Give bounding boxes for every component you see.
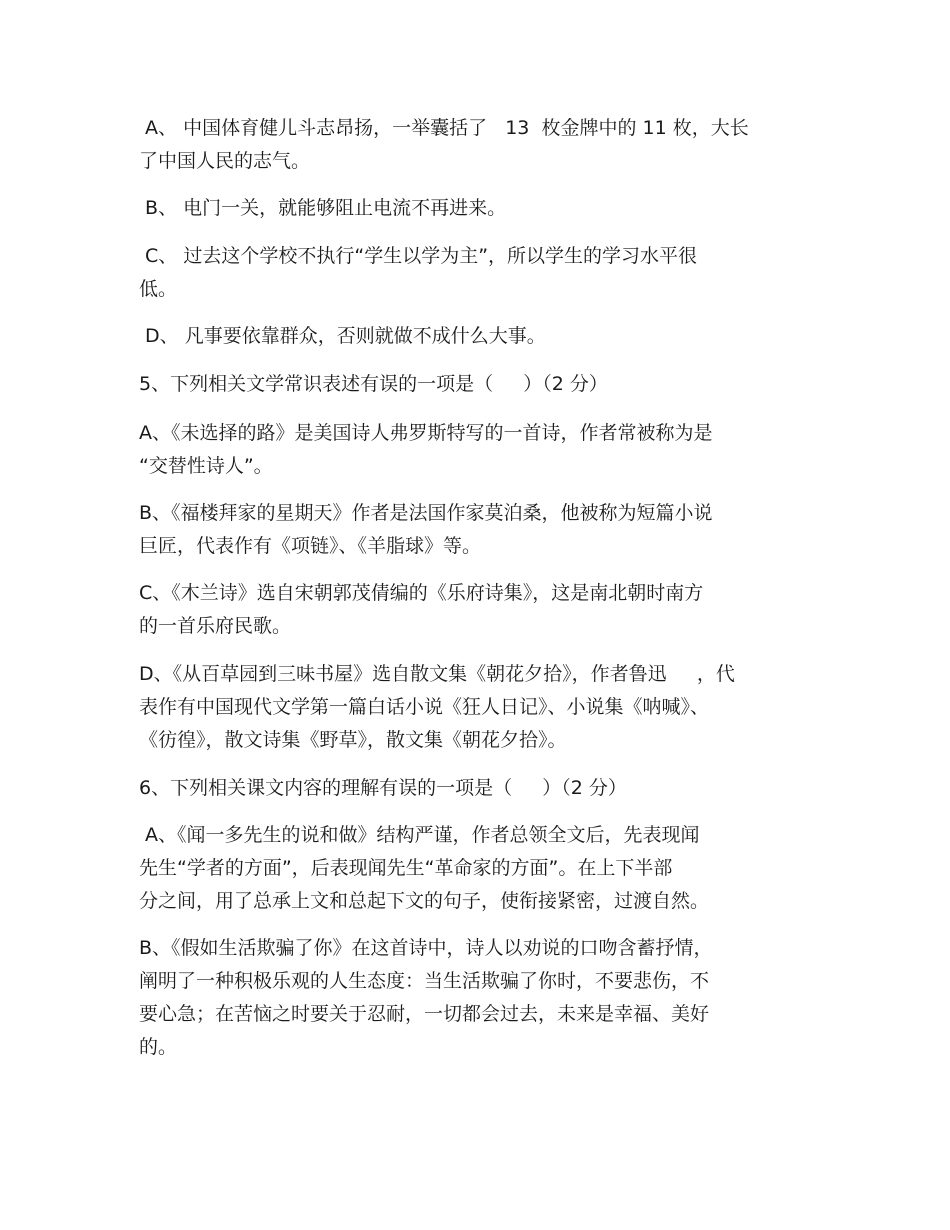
text-line: C、《木兰诗》选自宋朝郭茂倩编的《乐府诗集》，这是南北朝时南方: [139, 582, 704, 604]
text-line: B、 电门一关，就能够阻止电流不再进来。: [139, 197, 507, 219]
q4-option-a: [139, 112, 819, 178]
text-line: 表作有中国现代文学第一篇白话小说《狂人日记》、小说集《呐喊》、: [139, 696, 710, 718]
q5-option-c: [139, 577, 819, 643]
q5-option-b: [139, 497, 819, 563]
text-line: 要心急；在苦恼之时要关于忍耐，一切都会过去，未来是幸福、美好: [139, 1003, 710, 1025]
text-line: 分之间，用了总承上文和总起下文的句子，使衔接紧密，过渡自然。: [139, 890, 710, 912]
text-line: A、 中国体育健儿斗志昂扬，一举囊括了 13 枚金牌中的 11 枚，大长: [139, 117, 749, 139]
question-6-stem: [139, 772, 819, 805]
q4-option-b: [139, 192, 819, 225]
q6-option-a: [139, 819, 819, 918]
text-line: 阐明了一种积极乐观的人生态度：当生活欺骗了你时，不要悲伤，不: [139, 970, 710, 992]
q4-option-c: [139, 240, 819, 306]
text-line: 了中国人民的志气。: [139, 150, 311, 172]
q4-option-d: [139, 320, 819, 353]
text-line: 5、下列相关文学常识表述有误的一项是（ ）（2 分）: [139, 373, 608, 395]
text-line: B、《福楼拜家的星期天》作者是法国作家莫泊桑，他被称为短篇小说: [139, 502, 713, 524]
text-line: A、《未选择的路》是美国诗人弗罗斯特写的一首诗，作者常被称为是: [139, 422, 713, 444]
text-line: 6、下列相关课文内容的理解有误的一项是（ ）（2 分）: [139, 777, 627, 799]
q5-option-d: [139, 658, 819, 757]
text-line: 巨匠，代表作有《项链》、《羊脂球》等。: [139, 535, 482, 557]
text-line: D、《从百草园到三味书屋》选自散文集《朝花夕拾》，作者鲁迅 ，代: [139, 663, 735, 685]
q6-option-b: [139, 932, 819, 1064]
text-line: 的一首乐府民歌。: [139, 615, 292, 637]
text-line: D、 凡事要依靠群众，否则就做不成什么大事。: [139, 325, 546, 347]
text-line: 先生“学者的方面”，后表现闻先生“革命家的方面”。在上下半部: [139, 857, 673, 879]
text-line: B、《假如生活欺骗了你》在这首诗中，诗人以劝说的口吻含蓄抒情，: [139, 937, 713, 959]
text-line: 的。: [139, 1036, 178, 1058]
q5-option-a: [139, 417, 819, 483]
text-line: “交替性诗人”。: [139, 455, 273, 477]
text-line: 低。: [139, 278, 178, 300]
text-line: C、 过去这个学校不执行“学生以学为主”，所以学生的学习水平很: [139, 245, 698, 267]
text-line: 《彷徨》，散文诗集《野草》，散文集《朝花夕拾》。: [139, 729, 567, 751]
question-5-stem: [139, 368, 819, 401]
text-line: A、《闻一多先生的说和做》结构严谨，作者总领全文后，先表现闻: [139, 824, 700, 846]
